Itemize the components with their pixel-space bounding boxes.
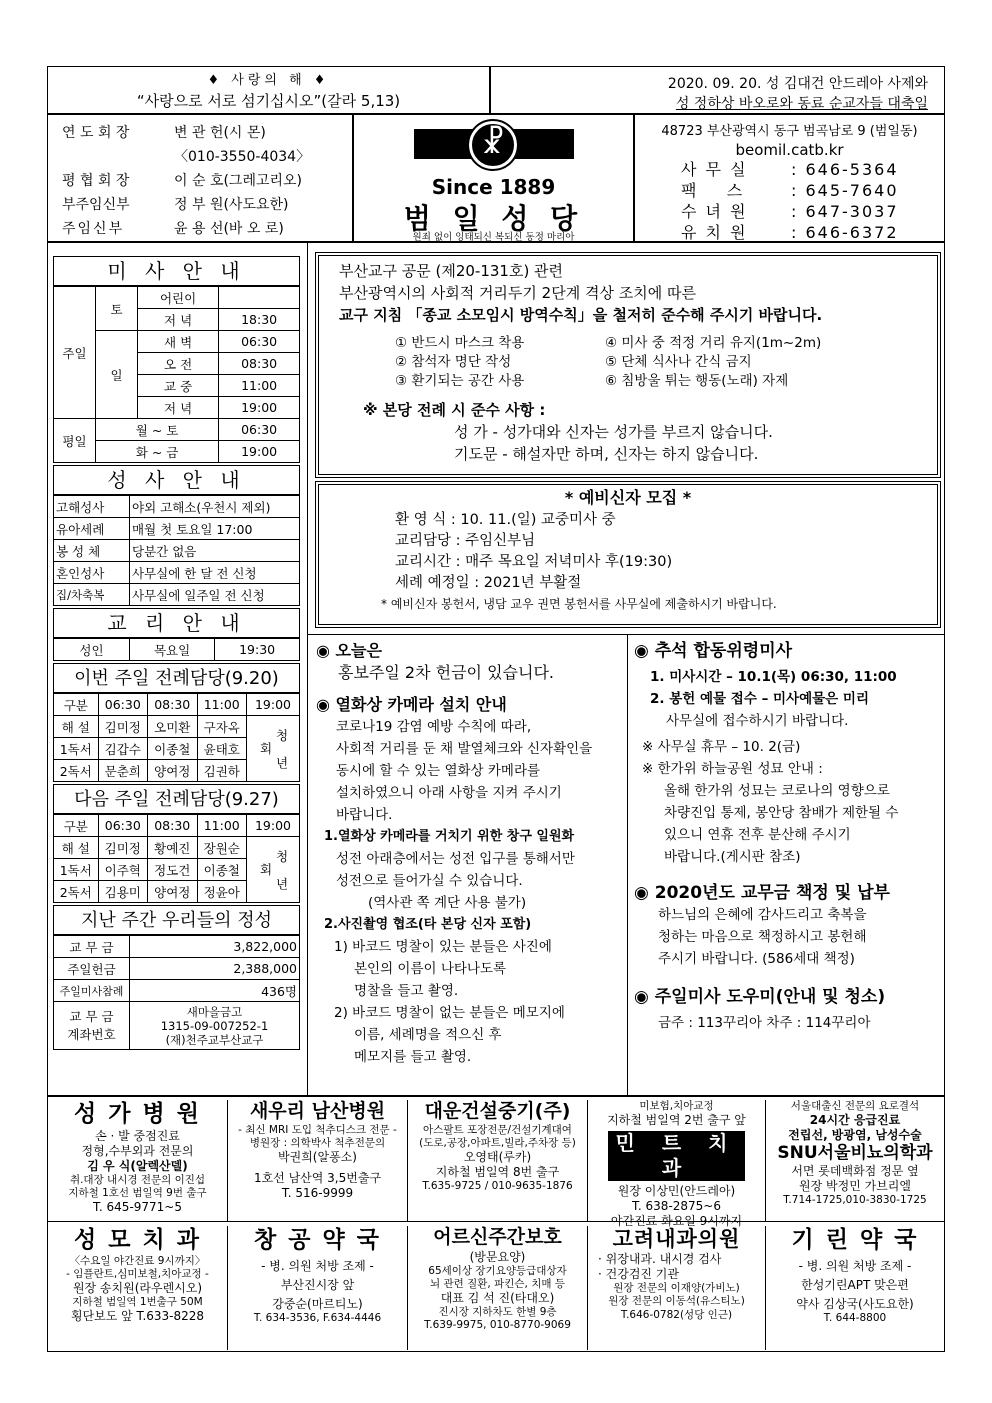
ad-snu-urology (766, 1100, 944, 1221)
text-line: 지하철 범일역 2번 출구 앞 (607, 1113, 746, 1128)
ad-sungga-hospital (48, 1100, 228, 1221)
notice-s2: 기도문 - 해설자만 하며, 신자는 하지 않습니다. (454, 445, 759, 463)
text-line: 사회적 거리를 둔 채 발열체크와 신자확인을 (336, 741, 593, 757)
table-cell: 1독서 (54, 859, 99, 881)
text-line: 새우리 남산병원 (249, 1100, 386, 1122)
table-cell: 이종철 (148, 738, 197, 760)
website: beomil.catb.kr (735, 141, 844, 159)
text-line: 뇌 관련 질환, 파킨슨, 치매 등 (430, 1277, 565, 1290)
text-line: 성전으로 들어가실 수 있습니다. (336, 873, 523, 889)
text-line: (역사관 쪽 계단 사용 불가) (368, 895, 527, 911)
text-line: 진시장 지하차도 한별 9층 (438, 1306, 557, 1318)
logo-box (353, 114, 634, 242)
table-cell: 08:30 (148, 694, 197, 716)
saturday-label: 토 (96, 287, 138, 331)
sunday-label: 주일 (54, 287, 96, 419)
ad-saeuri-hospital (228, 1100, 408, 1221)
text-line: ① 반드시 마스크 착용 (395, 335, 525, 351)
sacrament-key: 유아세례 (54, 518, 130, 540)
text-line: 횡단보도 앞 T.633-8228 (70, 1309, 205, 1324)
table-cell: 주일헌금 (54, 958, 130, 980)
rules-grid (395, 334, 917, 391)
table-cell: 3,822,000 (130, 936, 300, 958)
table-cell: 구분 (54, 815, 99, 837)
text-line: 교리시간 : 매주 목요일 저녁미사 후(19:30) (395, 554, 673, 570)
text-line: 손 · 발 중점진료 (95, 1128, 180, 1143)
text-line: · 위장내과. 내시경 검사 (598, 1252, 722, 1267)
chi-rho-icon: ☧ (481, 126, 505, 161)
officer-row (62, 121, 338, 145)
text-line: SNU서울비뇨의학과 (777, 1143, 933, 1164)
text-line: T. 634-3536, F.634-4446 (253, 1311, 382, 1324)
table-cell: 이종철 (197, 859, 247, 881)
youth-label: 청 년 회 (247, 716, 300, 782)
left-column (53, 256, 300, 1050)
mass-name: 저 녁 (138, 309, 219, 331)
text-line: 24시간 응급진료 (809, 1113, 901, 1128)
ad-goryeo-clinic (588, 1226, 766, 1350)
text-line: T.635-9725 / 010-9635-1876 (422, 1180, 573, 1192)
text-line: - 최신 MRI 도입 척추디스크 전문 - (238, 1123, 397, 1136)
duty-next-title: 다음 주일 전례담당(9.27) (53, 784, 300, 814)
officer-row (62, 145, 338, 169)
mass-time: 18:30 (219, 309, 300, 331)
church-tagline: 원죄 없이 잉태되신 복되신 동정 마리아 (412, 232, 575, 243)
text-line: 환 영 식 : 10. 11.(일) 교중미사 중 (395, 512, 616, 528)
table-cell: 윤태호 (197, 738, 247, 760)
table-cell: 06:30 (98, 694, 147, 716)
text-line: 646-5364 (805, 160, 899, 179)
text-line: (방문요양) (469, 1249, 526, 1264)
text-line: 주시기 바랍니다. (586세대 책정) (658, 951, 855, 967)
text-line: T.714-1725,010-3830-1725 (783, 1194, 927, 1207)
text-line: ③ 환기되는 공간 사용 (395, 373, 525, 389)
mass-title: 미 사 안 내 (53, 256, 300, 286)
text-line: 교리담당 : 주임신부님 (395, 533, 536, 549)
text-line: 1315-09-007252-1 (160, 1018, 269, 1033)
ad-girin-pharmacy (766, 1226, 944, 1350)
text-line: 기 린 약 국 (791, 1227, 919, 1253)
text-line: ⑥ 침방울 튀는 행동(노래) 자제 (605, 373, 789, 389)
ad-daycare (408, 1226, 588, 1350)
table-cell: 성인 (54, 639, 130, 661)
text-line: 성전 아래층에서는 성전 입구를 통해서만 (336, 851, 575, 867)
text-line: 성 모 치 과 (74, 1227, 201, 1253)
text-line: 647-3037 (805, 202, 899, 221)
text-line: 1) 바코드 명찰이 있는 분들은 사진에 (334, 939, 552, 955)
text-line: 오영태(루카) (463, 1150, 532, 1164)
table-cell: 김용미 (98, 881, 147, 903)
sacrament-value: 당분간 없음 (130, 540, 300, 562)
text-line: 올해 한가위 성묘는 코로나의 영향으로 (664, 783, 890, 799)
text-line: 고려내과의원 (612, 1227, 741, 1251)
text-line: 원장 송치원(라우렌시오) (72, 1281, 203, 1295)
text-line: 이 순 호(그레고리오) (174, 173, 303, 189)
table-cell: 구분 (54, 694, 99, 716)
address: 48723 부산광역시 동구 범곡남로 9 (범일동) (661, 124, 918, 139)
text-line: 메모지를 들고 촬영. (354, 1049, 472, 1065)
text-line: 지하철 범일역 1번출구 50M (72, 1296, 203, 1308)
sacrament-key: 혼인성사 (54, 562, 130, 584)
camera-heading: ◉ 열화상 카메라 설치 안내 (316, 695, 507, 714)
text-line: 청하는 마음으로 책정하시고 봉헌해 (658, 929, 867, 945)
text-line: 세례 예정일 : 2021년 부활절 (395, 575, 582, 591)
text-line: 있으니 연휴 전후 분산해 주시기 (664, 827, 851, 843)
chuseok-1: 1. 미사시간 – 10.1(목) 06:30, 11:00 (650, 669, 897, 685)
mass-time: 08:30 (219, 353, 300, 375)
text-line: 〈수요일 야간진료 9시까지〉 (69, 1254, 206, 1267)
catechumen-foot: * 예비신자 봉헌서, 냉담 교우 권면 봉헌서를 사무실에 제출하시기 바랍니다. (381, 597, 777, 611)
sacrament-title: 성 사 안 내 (53, 465, 300, 495)
office-closed: ※ 사무실 휴무 – 10. 2(금) (642, 739, 801, 755)
table-cell: 구자옥 (197, 716, 247, 738)
text-line: 646-6372 (805, 223, 899, 242)
today-text: 홍보주일 2차 헌금이 있습니다. (338, 663, 554, 682)
text-line: 이름, 세례명을 적으신 후 (354, 1027, 502, 1043)
notice-sub: ※ 본당 전례 시 준수 사항 : (363, 401, 546, 419)
mass-time: 19:00 (219, 397, 300, 419)
offering-title: 지난 주간 우리들의 정성 (53, 905, 300, 935)
text-line: · 건강검진 기관 (598, 1267, 679, 1282)
ad-changgong-pharmacy (228, 1226, 408, 1350)
weekday-time: 06:30 (219, 419, 300, 441)
ad-sungmo-dental (48, 1226, 228, 1350)
table-cell: 08:30 (148, 815, 197, 837)
youth-label: 청 년 회 (247, 837, 300, 903)
church-name: 범 일 성 당 (403, 202, 584, 235)
since-text: Since 1889 (431, 175, 556, 199)
text-line: 병원장 : 의학박사 척추전문의 (249, 1136, 386, 1149)
text-line: 지하철 범일역 8번 출구 (435, 1165, 560, 1179)
motto: “사랑으로 서로 섬기십시오”(갈라 5,13) (136, 92, 401, 110)
text-line: - 병. 의원 처방 조제 - (261, 1258, 374, 1273)
notice-s1: 성 가 - 성가대와 신자는 성가를 부르지 않습니다. (454, 423, 773, 441)
mass-table (53, 286, 300, 463)
text-line: 취.대장 내시경 전문의 이진섭 (69, 1173, 206, 1186)
text-line: 설치하였으니 아래 사항을 지켜 주시기 (336, 785, 562, 801)
table-cell: 주일미사참례 (54, 980, 130, 1002)
text-line: (재)천주교부산교구 (165, 1032, 264, 1047)
text-line: 645-7640 (805, 181, 899, 200)
text-line: 본인의 이름이 나타나도록 (354, 961, 507, 977)
today-heading: ◉ 오늘은 (316, 641, 382, 660)
text-line: 대표 김 석 진(타대오) (440, 1291, 555, 1305)
mass-time: 06:30 (219, 331, 300, 353)
mass-time (219, 287, 300, 309)
doctrine-table (53, 638, 300, 661)
ad-daewoon (408, 1100, 588, 1221)
text-line: 팩 스 (681, 181, 745, 200)
table-cell: 11:00 (197, 815, 247, 837)
mass-name: 교 중 (138, 375, 219, 397)
helper-body: 금주 : 113꾸리아 차주 : 114꾸리아 (658, 1015, 871, 1031)
right-notices (634, 640, 940, 1034)
text-line: 1호선 남산역 3,5번출구 (253, 1171, 382, 1185)
sacrament-value: 야외 고해소(우천시 제외) (130, 496, 300, 518)
text-line: T. 644-8800 (823, 1311, 887, 1324)
mid-divider (627, 634, 628, 1096)
park-heading: ※ 한가위 하늘공원 성묘 안내 : (642, 761, 823, 777)
sacrament-key: 봉 성 체 (54, 540, 130, 562)
text-line: 교 무 금 (69, 1008, 114, 1024)
sun-label: 일 (96, 331, 138, 419)
sacrament-value: 사무실에 한 달 전 신청 (130, 562, 300, 584)
text-line: 하느님의 은혜에 감사드리고 축복을 (658, 907, 867, 923)
text-line (62, 145, 174, 169)
text-line: 어르신주간보호 (433, 1226, 562, 1248)
text-line: 부산진시장 앞 (280, 1277, 355, 1292)
phone-list: 사 무 실 : 646-5364 팩 스 : 645-7640 수 녀 원 : 647-3037 유 치 원 : 646-6372 (681, 160, 899, 242)
tax-body (634, 904, 940, 970)
text-line: T. 516-9999 (281, 1186, 354, 1200)
duty-this-title: 이번 주일 전례담당(9.20) (53, 663, 300, 693)
table-cell: 1독서 (54, 738, 99, 760)
header-theme-box (47, 66, 490, 114)
table-cell: 19:30 (215, 639, 300, 661)
text-line: 정 부 원(사도요한) (174, 197, 289, 213)
tax-heading: ◉ 2020년도 교무금 책정 및 납부 (634, 883, 890, 903)
text-line: 야간진료 화요일 9시까지 (610, 1214, 743, 1229)
table-cell: 김미정 (98, 837, 147, 859)
table-cell: 436명 (130, 980, 300, 1002)
chuseok-2: 2. 봉헌 예물 접수 – 미사예물은 미리 (650, 691, 870, 707)
table-cell: 교 무 금 (54, 936, 130, 958)
text-line: 약사 김상국(사도요한) (796, 1296, 914, 1311)
text-line: 윤 용 선(바 오 로) (174, 221, 284, 237)
weekday-label: 평일 (54, 419, 96, 463)
duty-this-table (53, 693, 300, 782)
text-line: 성 가 병 원 (74, 1101, 201, 1127)
table-cell: 김미정 (98, 716, 147, 738)
offering-table (53, 935, 300, 1050)
table-cell: 19:00 (247, 694, 300, 716)
text-line: ④ 미사 중 적정 거리 유지(1m~2m) (605, 335, 822, 351)
table-cell: 목요일 (130, 639, 215, 661)
camera-item-2: 2.사진촬영 협조(타 본당 신자 포함) (324, 917, 532, 932)
sacrament-table (53, 495, 300, 606)
table-cell: 06:30 (98, 815, 147, 837)
date-line-1: 2020. 09. 20. 성 김대건 안드레아 사제와 (667, 76, 928, 92)
table-cell: 문춘희 (98, 760, 147, 782)
text-line: 서울대출신 전문의 요로결석 (790, 1100, 920, 1112)
header-date-box (490, 66, 945, 114)
weekday-name: 화 ~ 금 (96, 441, 219, 463)
covid-notice (318, 255, 938, 475)
camera-body (316, 716, 622, 826)
text-line: 원장 전문의 이재양(가비노) (613, 1282, 740, 1295)
text-line: 한성기린APT 맞은편 (801, 1277, 909, 1292)
table-cell: 김권하 (197, 760, 247, 782)
text-line: 주임신부 (62, 221, 125, 237)
text-line: 아스팔트 포장전문/건설기계대여 (423, 1123, 572, 1136)
table-cell: 양여정 (148, 881, 197, 903)
text-line: (도로,공장,아파트,빌라,주차장 등) (419, 1136, 576, 1149)
text-line: 원장 전문의 이동석(유스티노) (608, 1295, 745, 1308)
text-line: 정형,수부외과 전문의 (81, 1143, 194, 1158)
text-line: 차량진입 통제, 봉안당 참배가 제한될 수 (664, 805, 899, 821)
text-line: 연 도 회 장 (62, 125, 130, 141)
text-line: 평 협 회 장 (62, 173, 130, 189)
text-line: 박권희(알퐁소) (278, 1150, 357, 1164)
account-value (130, 1002, 300, 1050)
sacrament-key: 고해성사 (54, 496, 130, 518)
text-line: 변 관 헌(시 몬) (174, 125, 266, 141)
park-body (634, 780, 940, 868)
text-line: T. 645-9771~5 (93, 1200, 182, 1214)
table-cell: 19:00 (247, 815, 300, 837)
table-cell: 해 설 (54, 716, 99, 738)
table-cell: 2독서 (54, 760, 99, 782)
notice-line: 교구 지침 「종교 소모임시 방역수칙」을 철저히 준수해 주시기 바랍니다. (339, 306, 823, 324)
officer-row (62, 217, 338, 241)
text-line: 서면 롯데백화점 정문 옆 (791, 1164, 919, 1179)
sacrament-value: 매월 첫 토요일 17:00 (130, 518, 300, 540)
camera-item-2-body (316, 936, 622, 1068)
text-line: 유 치 원 (681, 223, 748, 242)
sacrament-key: 집/차축복 (54, 584, 130, 606)
ads-divider (47, 1221, 945, 1222)
account-label (54, 1002, 130, 1050)
table-cell: 황예진 (148, 837, 197, 859)
text-line: 바랍니다. (336, 807, 393, 823)
table-cell: 이주혁 (98, 859, 147, 881)
table-cell: 11:00 (197, 694, 247, 716)
text-line: 2) 바코드 명찰이 없는 분들은 메모지에 (334, 1005, 565, 1021)
text-line: 동시에 할 수 있는 열화상 카메라를 (336, 763, 541, 779)
contact-box (634, 114, 945, 242)
ad-mint-dental (588, 1100, 766, 1229)
sacrament-value: 사무실에 일주일 전 신청 (130, 584, 300, 606)
camera-item-1-body (316, 848, 622, 914)
text-line: 강중순(마르티노) (272, 1296, 363, 1311)
text-line: 명찰을 들고 촬영. (354, 983, 459, 999)
table-cell: 장원순 (197, 837, 247, 859)
doctrine-title: 교 리 안 내 (53, 608, 300, 638)
catechumen-notice (318, 484, 938, 625)
table-cell: 2,388,000 (130, 958, 300, 980)
text-line: ⑤ 단체 식사나 간식 금지 (605, 354, 752, 370)
mass-name: 어린이 (138, 287, 219, 309)
officers-box (47, 114, 353, 242)
table-cell: 정도건 (148, 859, 197, 881)
text-line: 부주임신부 (62, 197, 130, 213)
text-line: 바랍니다.(게시판 참조) (664, 849, 801, 865)
officer-row (62, 169, 338, 193)
mass-name: 새 벽 (138, 331, 219, 353)
text-line: 원장 이상민(안드레아) (617, 1184, 736, 1199)
text-line: 계좌번호 (67, 1026, 116, 1042)
horizontal-divider (307, 634, 945, 635)
text-line: 65세이상 장기요양등급대상자 (428, 1264, 567, 1277)
table-cell: 양여정 (148, 760, 197, 782)
text-line: 사 무 실 (681, 160, 748, 179)
mass-name: 저 녁 (138, 397, 219, 419)
text-line: 지하철 1호선 범일역 9번 출구 (68, 1186, 207, 1199)
table-cell: 2독서 (54, 881, 99, 903)
text-line: T. 638-2875~6 (632, 1199, 721, 1214)
text-line: 창 공 약 국 (254, 1227, 381, 1253)
duty-next-table (53, 814, 300, 903)
chuseok-2b: 사무실에 접수하시기 바랍니다. (666, 713, 849, 729)
officer-row (62, 193, 338, 217)
text-line: ② 참석자 명단 작성 (395, 354, 512, 370)
weekday-name: 월 ~ 토 (96, 419, 219, 441)
text-line: 〈010-3550-4034〉 (174, 149, 311, 165)
year-theme: ♦ 사랑의 해 ♦ (207, 73, 330, 88)
text-line: 원장 박정민 가브리엘 (799, 1179, 911, 1194)
table-cell: 오미환 (148, 716, 197, 738)
text-line: 김 우 식(알렉산델) (87, 1158, 188, 1173)
table-cell: 김갑수 (98, 738, 147, 760)
text-line: 미보험,치아교정 (639, 1100, 714, 1112)
chuseok-heading: ◉ 추석 합동위령미사 (634, 641, 793, 661)
text-line: T.639-9975, 010-8770-9069 (424, 1319, 571, 1332)
text-line: 전립선, 방광염, 남성수술 (788, 1128, 922, 1143)
table-cell: 해 설 (54, 837, 99, 859)
text-line: 코로나19 감염 예방 수칙에 따라, (336, 719, 532, 735)
weekday-time: 19:00 (219, 441, 300, 463)
text-line: - 임플란트,심미보철,치아교정 - (66, 1267, 209, 1280)
text-line: 민 트 치 과 (608, 1131, 745, 1181)
text-line: 수 녀 원 (681, 202, 748, 221)
middle-notices (316, 640, 622, 1068)
mass-name: 오 전 (138, 353, 219, 375)
catechumen-title: * 예비신자 모집 * (564, 488, 692, 507)
text-line: - 병. 의원 처방 조제 - (798, 1258, 912, 1273)
text-line: 대운건설중기(주) (424, 1100, 571, 1122)
notice-line: 부산광역시의 사회적 거리두기 2단계 격상 조치에 따른 (339, 284, 696, 302)
mass-time: 11:00 (219, 375, 300, 397)
helper-heading: ◉ 주일미사 도우미(안내 및 청소) (634, 987, 886, 1007)
text-line: 새마을금고 (186, 1004, 243, 1019)
notice-line: 부산교구 공문 (제20-131호) 관련 (339, 262, 564, 280)
table-cell: 정윤아 (197, 881, 247, 903)
date-line-2: 성 정하상 바오로와 동료 순교자들 대축일 (675, 96, 928, 112)
catechumen-lines (339, 510, 917, 594)
left-divider (307, 242, 308, 1096)
text-line: T.646-0782(성당 인근) (620, 1308, 733, 1321)
camera-item-1: 1.열화상 카메라를 거치기 위한 창구 일원화 (324, 829, 575, 844)
